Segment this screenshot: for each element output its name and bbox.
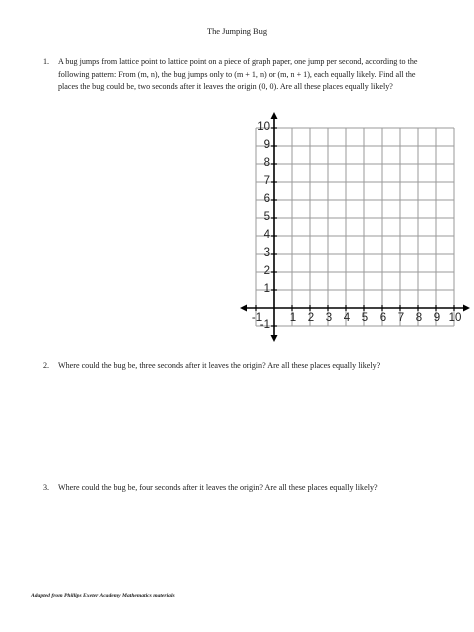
question-number: 3. (43, 483, 50, 492)
x-tick-label: 3 (325, 312, 333, 325)
x-tick-label: 9 (433, 312, 441, 325)
x-tick-label: 1 (289, 312, 297, 325)
x-tick-label: 4 (343, 312, 351, 325)
y-tick-label: 10 (257, 121, 270, 134)
x-tick-label: 8 (415, 312, 423, 325)
y-axis-arrow-down (271, 335, 278, 342)
x-tick-label: -1 (251, 312, 263, 325)
x-axis-arrow-left (240, 305, 247, 312)
x-tick-label: 10 (448, 312, 462, 325)
y-tick-label: 4 (263, 229, 270, 242)
x-tick-label: 6 (379, 312, 387, 325)
question-2 (43, 360, 430, 373)
coordinate-grid (224, 114, 462, 339)
question-text: Where could the bug be, four seconds after it leaves the origin? Are all these places equally likely? (58, 483, 378, 492)
y-tick-label: 9 (263, 139, 270, 152)
question-number: 2. (43, 361, 50, 370)
question-1 (43, 56, 430, 94)
x-tick-label: 2 (307, 312, 315, 325)
x-tick-label: 7 (397, 312, 405, 325)
y-tick-label: 8 (263, 157, 270, 170)
question-3 (43, 482, 430, 495)
question-text: A bug jumps from lattice point to lattice point on a piece of graph paper, one jump per second, according to the following pattern: From (m, n), the bug jumps only to (m + 1, n) or (m, n + 1), each equally likely. Find all the places the bug could be, two seconds after it leaves the origin (0, 0). Are all these places equally likely? (58, 57, 418, 92)
question-number: 1. (43, 57, 50, 66)
question-text: Where could the bug be, three seconds after it leaves the origin? Are all these places equally likely? (58, 361, 381, 370)
y-tick-label: 1 (263, 283, 270, 296)
y-tick-label: 3 (263, 247, 270, 260)
y-tick-label: 2 (263, 265, 270, 278)
x-axis-arrow-right (463, 305, 470, 312)
footer-credit: Adapted from Phillips Exeter Academy Mathematics materials (31, 593, 175, 599)
y-tick-label: 6 (263, 193, 270, 206)
y-tick-label: -1 (259, 319, 270, 332)
page-title: The Jumping Bug (206, 27, 268, 36)
y-tick-label: 5 (263, 211, 270, 224)
y-axis-arrow-up (271, 112, 278, 119)
x-tick-label: 5 (361, 312, 369, 325)
y-tick-label: 7 (263, 175, 270, 188)
